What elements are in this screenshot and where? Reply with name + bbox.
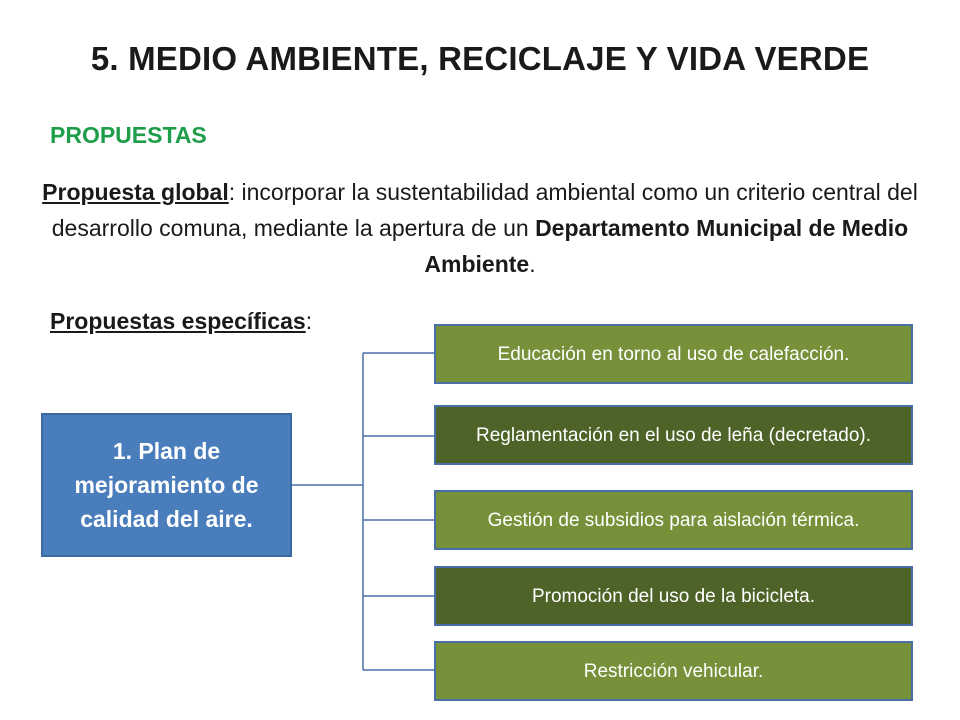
global-proposal-end: . <box>529 251 536 277</box>
item-insulation-subsidies: Gestión de subsidios para aislación térmica. <box>434 490 913 550</box>
specific-proposals-label: Propuestas específicas <box>50 308 306 334</box>
item-bicycle-promotion: Promoción del uso de la bicicleta. <box>434 566 913 626</box>
item-education-heating: Educación en torno al uso de calefacción. <box>434 324 913 384</box>
plan-root-box: 1. Plan de mejoramiento de calidad del aire. <box>41 413 292 557</box>
global-proposal-department: Departamento Municipal de Medio Ambiente <box>424 215 909 277</box>
global-proposal-label: Propuesta global <box>42 179 229 205</box>
item-vehicle-restriction: Restricción vehicular. <box>434 641 913 701</box>
item-firewood-regulation: Reglamentación en el uso de leña (decretado). <box>434 405 913 465</box>
global-proposal-text: : incorporar la sustentabilidad ambiental como un criterio central del desarrollo comuna, mediante la apertura de un <box>51 179 918 241</box>
section-label: PROPUESTAS <box>50 122 207 148</box>
specific-proposals-colon: : <box>305 308 313 334</box>
slide-title: 5. MEDIO AMBIENTE, RECICLAJE Y VIDA VERDE <box>90 40 870 77</box>
